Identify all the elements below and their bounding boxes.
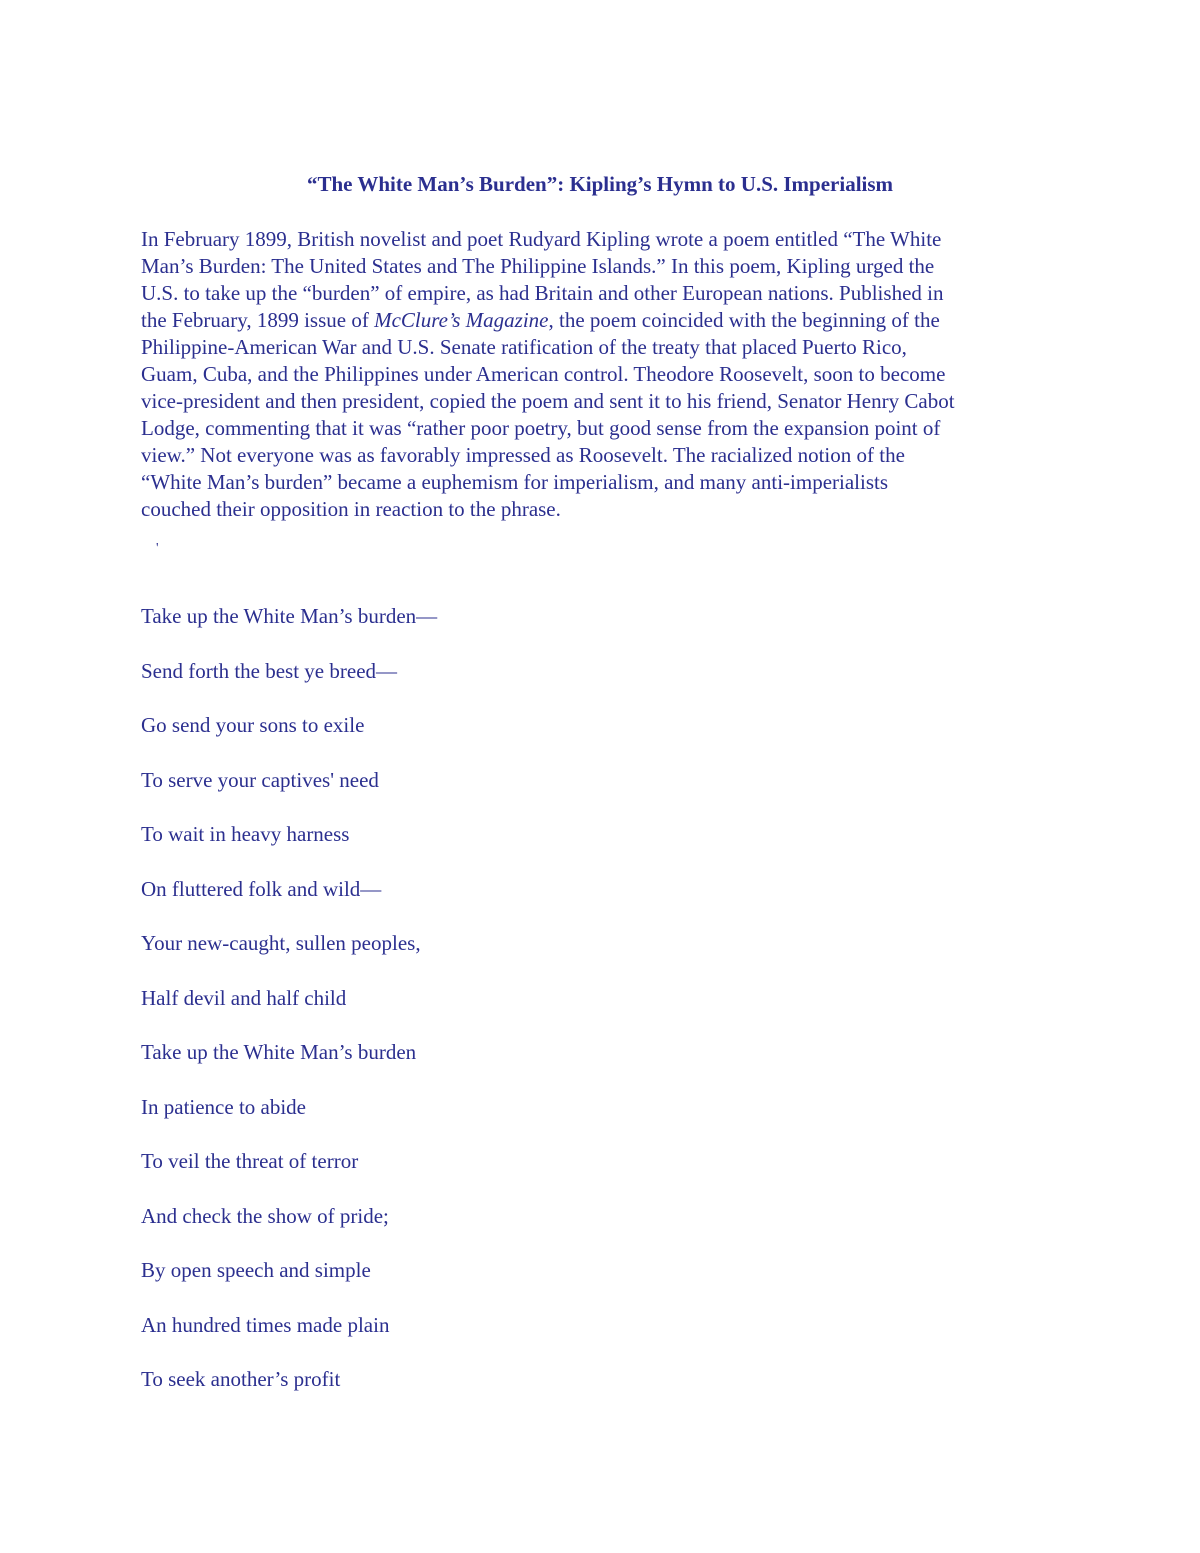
- poem-line: And check the show of pride;: [141, 1203, 389, 1228]
- poem-line: Go send your sons to exile: [141, 713, 365, 737]
- magazine-title: McClure’s Magazine: [374, 308, 549, 332]
- poem-line: Your new-caught, sullen peoples,: [141, 931, 421, 955]
- intro-line: couched their opposition in reaction to the phrase.: [141, 497, 561, 521]
- intro-line: In February 1899, British novelist and poet Rudyard Kipling wrote a poem entitled “The White: [141, 227, 942, 251]
- intro-line: the February, 1899 issue of McClure’s Magazine, the poem coincided with the beginning of the: [141, 308, 940, 332]
- poem-line: To serve your captives' need: [141, 767, 379, 792]
- intro-line: U.S. to take up the “burden” of empire, as had Britain and other European nations. Published in: [141, 281, 944, 305]
- intro-line: Lodge, commenting that it was “rather poor poetry, but good sense from the expansion point of: [141, 416, 941, 440]
- stray-mark: ': [156, 541, 159, 556]
- poem-line: In patience to abide: [141, 1094, 307, 1119]
- poem-excerpt: [141, 603, 1041, 1421]
- poem-line: Send forth the best ye breed—: [141, 658, 398, 683]
- poem-line: Take up the White Man’s burden—: [141, 604, 438, 628]
- intro-line: Philippine-American War and U.S. Senate ratification of the treaty that placed Puerto Rico,: [141, 335, 907, 359]
- poem-line: An hundred times made plain: [141, 1312, 390, 1337]
- poem-line: To veil the threat of terror: [141, 1149, 359, 1173]
- intro-paragraph: [141, 226, 1066, 523]
- document-title: “The White Man’s Burden”: Kipling’s Hymn to U.S. Imperialism: [306, 172, 894, 196]
- intro-line: Man’s Burden: The United States and The Philippine Islands.” In this poem, Kipling urged the: [141, 254, 935, 278]
- poem-line: On fluttered folk and wild—: [141, 876, 382, 901]
- poem-line: Half devil and half child: [141, 985, 347, 1010]
- poem-line: By open speech and simple: [141, 1258, 371, 1282]
- intro-line: Guam, Cuba, and the Philippines under American control. Theodore Roosevelt, soon to become: [141, 362, 946, 386]
- intro-line: “White Man’s burden” became a euphemism for imperialism, and many anti-imperialists: [141, 470, 889, 494]
- poem-line: To seek another’s profit: [141, 1367, 341, 1391]
- intro-line: vice-president and then president, copied the poem and sent it to his friend, Senator Henry Cabot: [141, 389, 955, 413]
- poem-line: To wait in heavy harness: [141, 822, 350, 846]
- intro-line: view.” Not everyone was as favorably impressed as Roosevelt. The racialized notion of the: [141, 443, 905, 467]
- poem-line: Take up the White Man’s burden: [141, 1040, 417, 1064]
